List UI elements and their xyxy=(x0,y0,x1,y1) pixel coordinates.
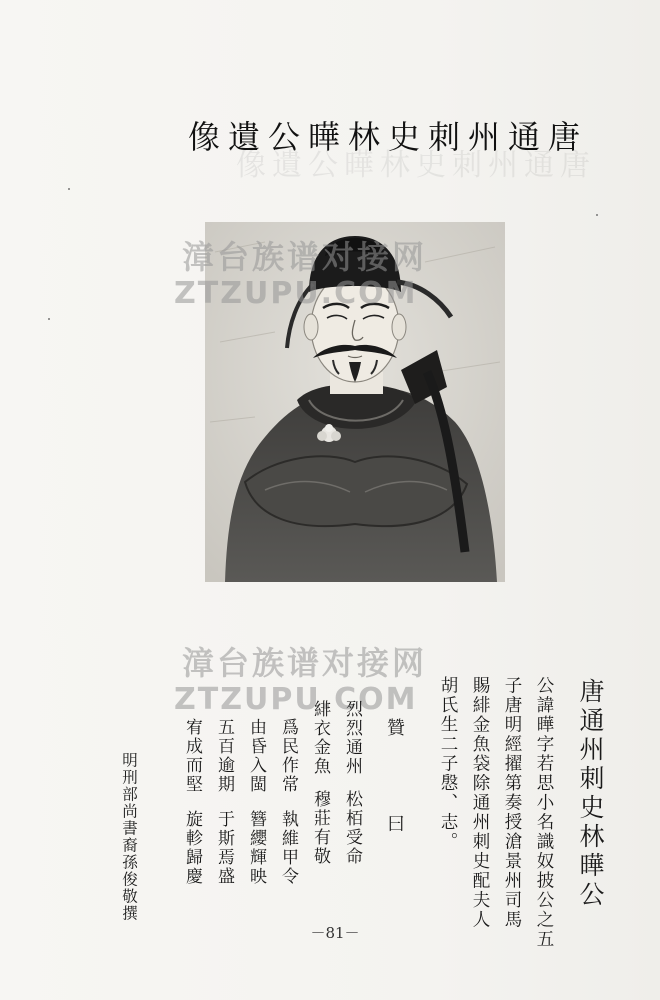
verse-phrase: 由昏入閩 xyxy=(246,718,266,794)
verse-phrase: 執維甲令 xyxy=(278,810,298,886)
watermark-name: 漳台族谱对接网 xyxy=(182,238,428,276)
page-title: 像遺公曄林史刺州通唐 xyxy=(188,118,589,156)
scan-speck xyxy=(48,318,50,320)
biography-heading: 唐通州刺史林曄公 xyxy=(576,678,605,910)
verse-phrase: 松栢受命 xyxy=(342,790,362,866)
biography-line: 公諱曄字若思小名識奴披公之五 xyxy=(534,676,554,949)
eulogy-author: 明刑部尚書裔孫俊敬撰 xyxy=(120,752,138,922)
show-through-text: 像遺公曄林史刺州通唐 xyxy=(236,148,596,183)
verse-phrase: 于斯焉盛 xyxy=(214,810,234,886)
verse-phrase: 穆莊有敬 xyxy=(310,790,330,866)
verse-phrase: 烈烈通州 xyxy=(342,700,362,776)
verse-phrase: 爲民作常 xyxy=(278,718,298,794)
biography-line: 賜緋金魚袋除通州刺史配夫人 xyxy=(470,676,490,930)
verse-phrase: 緋衣金魚 xyxy=(310,700,330,776)
verse-phrase: 簪纓輝映 xyxy=(246,810,266,886)
watermark-url: ZTZUPU.COM xyxy=(174,682,418,717)
verse-phrase: 五百逾期 xyxy=(214,718,234,794)
scan-speck xyxy=(596,214,598,216)
scan-speck xyxy=(68,188,70,190)
biography-line: 子唐明經擢第奏授滄景州司馬 xyxy=(502,676,522,930)
biography-line: 胡氏生二子慇、志。 xyxy=(438,676,458,852)
page-number: －81－ xyxy=(310,924,360,942)
verse-phrase: 旋軫歸慶 xyxy=(182,810,202,886)
verse-phrase: 宥成而堅 xyxy=(182,718,202,794)
watermark-name: 漳台族谱对接网 xyxy=(182,644,428,682)
watermark-url: ZTZUPU.COM xyxy=(174,276,418,311)
eulogy-label: 贊 曰 xyxy=(384,718,405,862)
